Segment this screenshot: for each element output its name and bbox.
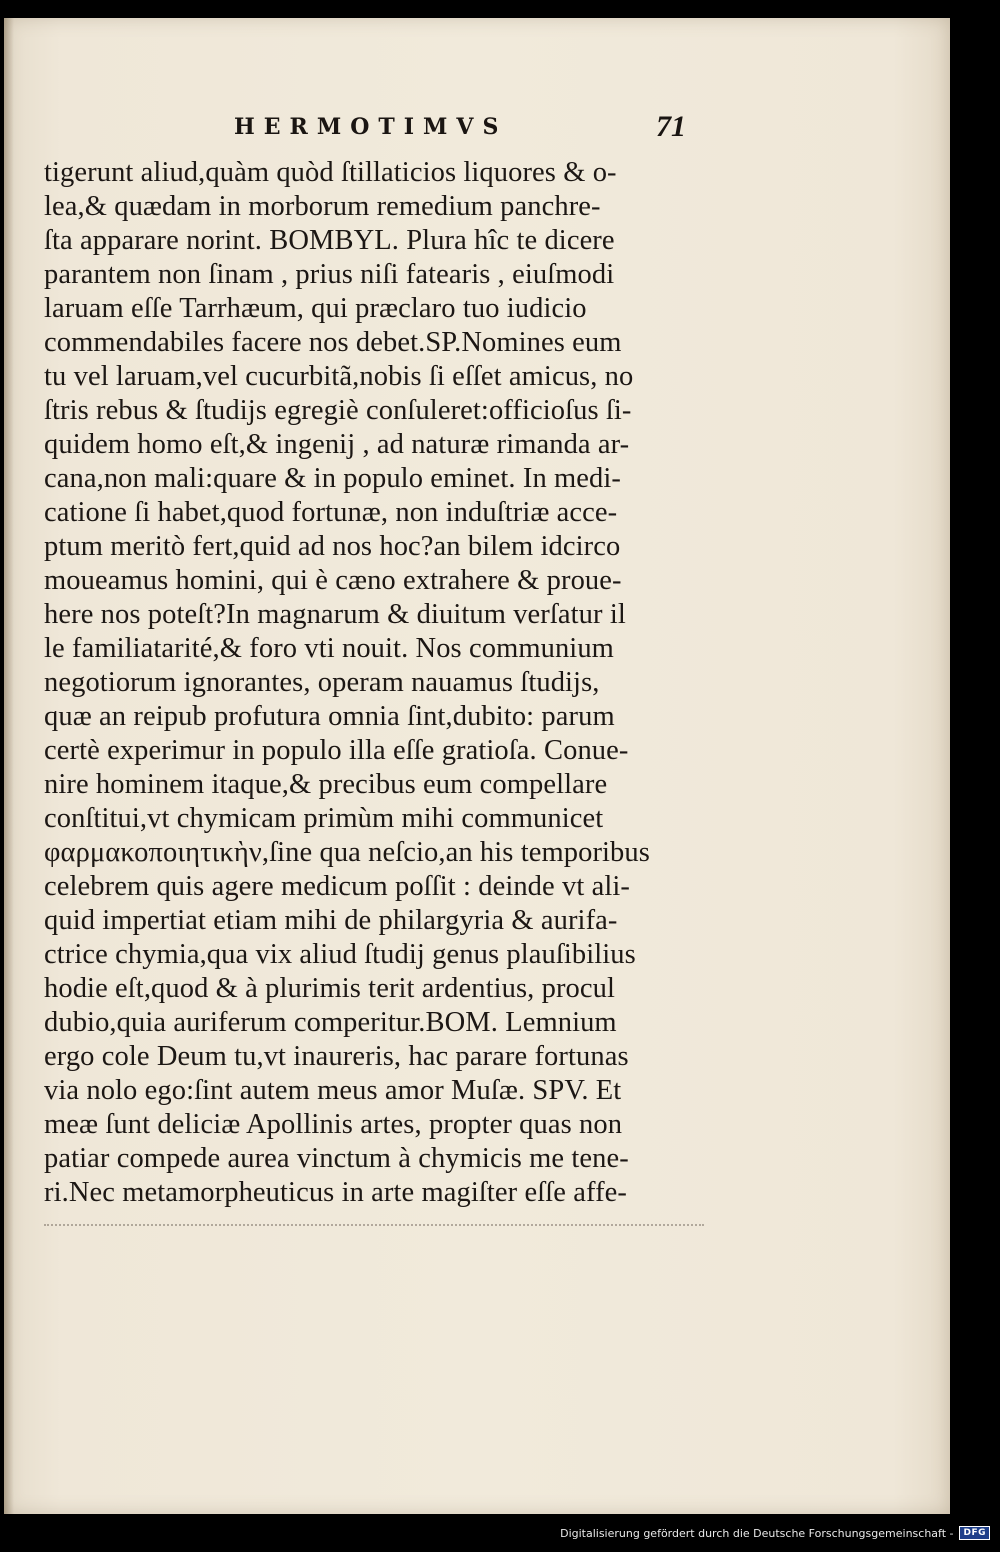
book-page (4, 18, 950, 1514)
text-line: certè experimur in populo illa eſſe gratioſa. Conue- (44, 735, 629, 766)
digitization-footer (560, 1518, 990, 1548)
text-line: quid impertiat etiam mihi de philargyria & aurifa- (44, 905, 618, 936)
text-line: meæ ſunt deliciæ Apollinis artes, propter quas non (44, 1109, 623, 1140)
running-head: HERMOTIMVS (234, 114, 508, 140)
page-gutter-shadow (4, 18, 14, 1514)
text-line: commendabiles facere nos debet.SP.Nomines eum (44, 327, 622, 358)
text-line-with-greek: φαρμακοποιητικὴν,ſine qua neſcio,an his temporibus (44, 837, 650, 868)
page-number: 71 (656, 110, 686, 143)
text-line: tigerunt aliud,quàm quòd ſtillaticios liquores & o- (44, 157, 617, 188)
text-line: conſtitui,vt chymicam primùm mihi communicet (44, 803, 604, 834)
faded-bottom-trace (44, 1218, 704, 1226)
text-line: quæ an reipub profutura omnia ſint,dubito: parum (44, 701, 615, 732)
text-line: celebrem quis agere medicum poſſit : deinde vt ali- (44, 871, 630, 902)
text-line: ſtris rebus & ſtudijs egregiè conſuleret:officioſus ſi- (44, 395, 632, 426)
text-line: dubio,quia auriferum comperitur.BOM. Lemnium (44, 1007, 617, 1038)
text-line: here nos poteſt?In magnarum & diuitum verſatur il (44, 599, 626, 630)
text-line: quidem homo eſt,& ingenij , ad naturæ rimanda ar- (44, 429, 630, 460)
text-line: ſta apparare norint. BOMBYL. Plura hîc te dicere (44, 225, 615, 256)
text-line: patiar compede aurea vinctum à chymicis me tene- (44, 1143, 629, 1174)
text-line: catione ſi habet,quod fortunæ, non induſtriæ acce- (44, 497, 618, 528)
text-line: hodie eſt,quod & à plurimis terit ardentius, procul (44, 973, 616, 1004)
text-line: ptum meritò fert,quid ad nos hoc?an bilem idcirco (44, 531, 621, 562)
text-line: le familiatarité,& foro vti nouit. Nos communium (44, 633, 614, 664)
text-line: ri.Nec metamorpheuticus in arte magiſter eſſe affe- (44, 1177, 628, 1208)
text-line: ergo cole Deum tu,vt inaureris, hac parare fortunas (44, 1041, 629, 1072)
text-line: laruam eſſe Tarrhæum, qui præclaro tuo iudicio (44, 293, 587, 324)
funding-credit: Digitalisierung gefördert durch die Deutsche Forschungsgemeinschaft - (560, 1526, 954, 1540)
text-line: tu vel laruam,vel cucurbitã,nobis ſi eſſet amicus, no (44, 361, 634, 392)
text-line: lea,& quædam in morborum remedium panchre- (44, 191, 601, 222)
text-line: moueamus homini, qui è cæno extrahere & proue- (44, 565, 622, 596)
text-line: nire hominem itaque,& precibus eum compellare (44, 769, 608, 800)
text-line: cana,non mali:quare & in populo eminet. In medi- (44, 463, 622, 494)
text-line: negotiorum ignorantes, operam nauamus ſtudijs, (44, 667, 600, 698)
text-line: parantem non ſinam , prius niſi fatearis , eiuſmodi (44, 259, 615, 290)
text-line: via nolo ego:ſint autem meus amor Muſæ. SPV. Et (44, 1075, 622, 1106)
page-header (234, 110, 694, 150)
dfg-logo: DFG (959, 1526, 990, 1540)
body-text (44, 156, 714, 1210)
text-line: ctrice chymia,qua vix aliud ſtudij genus plauſibilius (44, 939, 636, 970)
